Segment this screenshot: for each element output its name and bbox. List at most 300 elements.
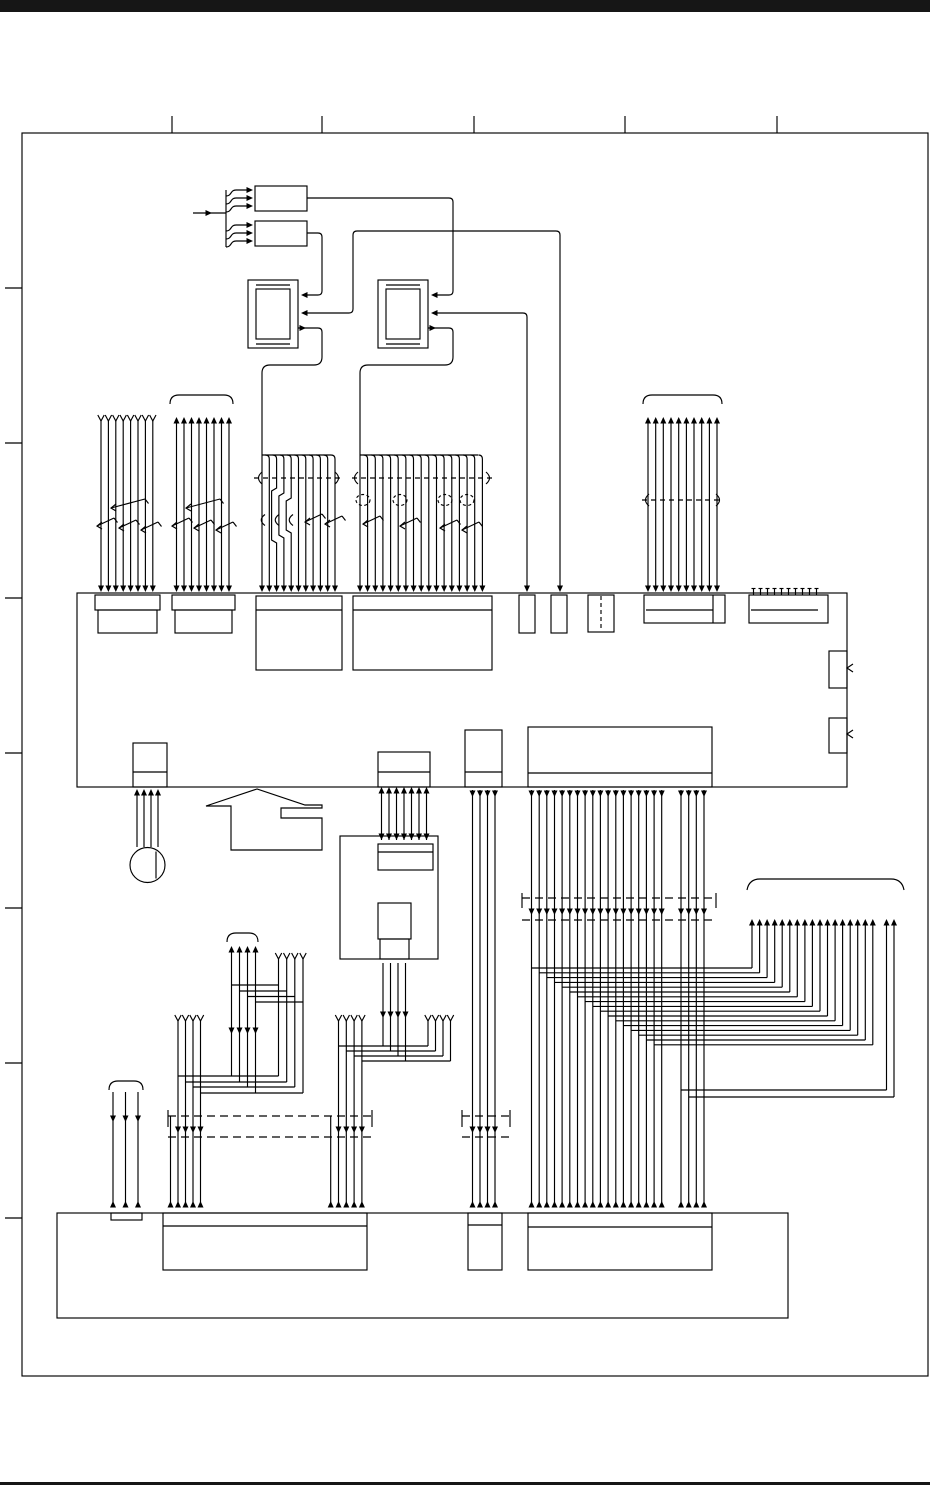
bracket-far-left	[109, 1081, 143, 1090]
arrowhead	[643, 1201, 649, 1208]
arrowhead	[597, 791, 603, 798]
arrowhead	[552, 1201, 558, 1208]
arrowhead	[198, 1201, 204, 1208]
arrowhead	[219, 417, 225, 424]
arrowhead	[204, 417, 210, 424]
arrowhead	[135, 1201, 141, 1208]
arrowhead	[424, 834, 430, 841]
arrowhead	[620, 1201, 626, 1208]
arrowhead	[683, 586, 689, 593]
switch-arrow-tip	[216, 526, 221, 533]
connector-4	[353, 596, 492, 670]
arrowhead	[847, 919, 853, 926]
main-board	[77, 593, 847, 787]
arrowhead	[247, 187, 254, 193]
arrowhead	[464, 586, 470, 593]
arrowhead	[247, 230, 254, 236]
arrowhead	[325, 586, 331, 593]
sub-assembly-conn-bottom	[378, 903, 411, 939]
arrowhead	[403, 1012, 409, 1019]
arrowhead	[660, 586, 666, 593]
arrowhead	[653, 586, 659, 593]
arrowhead	[693, 1201, 699, 1208]
arrowhead	[219, 586, 225, 593]
switch-symbol	[141, 522, 158, 530]
arrowhead	[628, 791, 634, 798]
arrowhead	[686, 909, 692, 916]
arrowhead	[636, 909, 642, 916]
arrowhead	[403, 586, 409, 593]
switch-symbol	[172, 518, 189, 526]
arrowhead	[300, 325, 307, 331]
arrowhead	[645, 586, 651, 593]
arrowhead	[676, 417, 682, 424]
arrowhead	[832, 919, 838, 926]
arrowhead	[274, 586, 280, 593]
arrowhead	[351, 1127, 357, 1134]
arrowhead	[575, 791, 581, 798]
off-page-arrow	[206, 789, 322, 850]
input-hook	[226, 198, 248, 204]
input-hook	[226, 206, 248, 212]
harness-wire	[471, 455, 475, 586]
arrowhead	[206, 210, 213, 216]
arrowhead	[229, 1028, 235, 1035]
switch-arrow-tip	[462, 526, 467, 533]
arrowhead	[605, 791, 611, 798]
arrowhead	[135, 1116, 141, 1123]
board-edge-box-2	[829, 718, 847, 753]
arrowhead	[749, 919, 755, 926]
arrowhead	[605, 1201, 611, 1208]
arrowhead	[128, 586, 134, 593]
arrowhead	[434, 586, 440, 593]
arrowhead	[416, 834, 422, 841]
arrowhead	[430, 325, 437, 331]
wire-fork-tip	[275, 953, 281, 959]
arrowhead	[809, 919, 815, 926]
arrowhead	[613, 909, 619, 916]
arrowhead	[123, 1116, 129, 1123]
bracket-right-bundle	[747, 879, 904, 890]
arrowhead	[380, 586, 386, 593]
switch-symbol	[97, 518, 114, 526]
arrowhead	[567, 909, 573, 916]
arrowhead	[524, 586, 530, 593]
arrowhead	[536, 1201, 542, 1208]
arrowhead	[247, 238, 254, 244]
bottom-small-strip	[111, 1213, 142, 1220]
arrowhead	[253, 946, 259, 953]
harness-wire	[265, 455, 269, 586]
fan-motor	[130, 848, 165, 883]
arrowhead	[424, 787, 430, 794]
sub-assembly-outer	[340, 836, 438, 959]
arrowhead	[388, 1012, 394, 1019]
arrowhead	[247, 195, 254, 201]
arrowhead	[590, 909, 596, 916]
small-connector-b	[551, 595, 567, 633]
connector-1-body	[98, 610, 157, 633]
arrowhead	[620, 909, 626, 916]
wire-fork-tip	[343, 1015, 349, 1021]
arrowhead	[590, 1201, 596, 1208]
arrowhead	[365, 586, 371, 593]
arrowhead	[485, 1127, 491, 1134]
arrowhead	[105, 586, 111, 593]
arrowhead	[529, 791, 535, 798]
arrowhead	[659, 909, 665, 916]
arrowhead	[135, 586, 141, 593]
arrowhead	[259, 586, 265, 593]
arrowhead	[855, 919, 861, 926]
arrowhead	[645, 417, 651, 424]
arrowhead	[477, 1201, 483, 1208]
arrowhead	[148, 789, 154, 796]
arrowhead	[211, 586, 217, 593]
arrowhead	[204, 586, 210, 593]
arrowhead	[668, 586, 674, 593]
connector-3	[256, 596, 342, 670]
arrowhead	[426, 586, 432, 593]
harness-wire	[394, 455, 398, 586]
harness-wire	[440, 455, 444, 586]
arrowhead	[817, 919, 823, 926]
arrowhead	[772, 919, 778, 926]
switch-symbol	[400, 518, 417, 526]
arrowhead	[395, 1012, 401, 1019]
arrowhead	[198, 1127, 204, 1134]
arrowhead	[676, 586, 682, 593]
arrowhead	[211, 417, 217, 424]
arrowhead	[582, 1201, 588, 1208]
arrowhead	[613, 1201, 619, 1208]
wire-fork-tip	[150, 415, 156, 421]
arrowhead	[559, 1201, 565, 1208]
wire-fork-tip	[135, 415, 141, 421]
arrowhead	[492, 1201, 498, 1208]
arrowhead	[310, 586, 316, 593]
arrowhead	[336, 1127, 342, 1134]
arrowhead	[359, 1127, 365, 1134]
arrowhead	[701, 791, 707, 798]
arrowhead	[668, 417, 674, 424]
mid-connector	[378, 752, 430, 787]
arrowhead	[155, 789, 161, 796]
bracket-bundle-2	[170, 395, 233, 404]
arrowhead	[628, 1201, 634, 1208]
switch-tail	[417, 518, 421, 523]
arrowhead	[862, 919, 868, 926]
arrowhead	[590, 791, 596, 798]
board-edge-box-1	[829, 651, 847, 688]
arrowhead	[660, 417, 666, 424]
arrowhead	[678, 791, 684, 798]
wire-fork-tip	[113, 415, 119, 421]
arrowhead	[123, 1201, 129, 1208]
wire-fork-tip	[284, 953, 290, 959]
connector-1-strip	[95, 595, 160, 610]
arrowhead	[394, 834, 400, 841]
arrowhead	[699, 586, 705, 593]
arrowhead	[552, 909, 558, 916]
arrowhead	[150, 586, 156, 593]
arrowhead	[247, 203, 254, 209]
arrowhead	[529, 909, 535, 916]
wire-fork-tip	[447, 1015, 453, 1021]
wire-fork-tip	[182, 1015, 188, 1021]
wire-fork-tip	[120, 415, 126, 421]
page-footer-rule	[0, 1482, 930, 1485]
route-tube-right-pin3	[360, 328, 453, 455]
edge-arrow-left	[847, 730, 853, 738]
arrowhead	[613, 791, 619, 798]
arrowhead	[301, 292, 308, 298]
arrowhead	[651, 1201, 657, 1208]
arrowhead	[659, 791, 665, 798]
arrowhead	[870, 919, 876, 926]
edge-arrow-left	[847, 664, 853, 672]
wire-fork-tip	[432, 1015, 438, 1021]
wire-fork-tip	[190, 1015, 196, 1021]
arrowhead	[536, 909, 542, 916]
arrowhead	[386, 787, 392, 794]
arrowhead	[229, 946, 235, 953]
arrowhead	[226, 586, 232, 593]
arrowhead	[120, 586, 126, 593]
wire-fork-tip	[300, 953, 306, 959]
arrowhead	[351, 1201, 357, 1208]
arrowhead	[237, 946, 243, 953]
arrowhead	[651, 909, 657, 916]
tube-left-inner	[256, 289, 290, 339]
arrowhead	[379, 834, 385, 841]
arrowhead	[691, 586, 697, 593]
wire-fork-tip	[440, 1015, 446, 1021]
connector-2-strip	[172, 595, 235, 610]
wide-connector	[528, 727, 712, 787]
arrowhead	[266, 586, 272, 593]
arrowhead	[628, 909, 634, 916]
arrowhead	[281, 586, 287, 593]
arrowhead	[288, 586, 294, 593]
fan-connector	[133, 743, 167, 787]
arrowhead	[174, 417, 180, 424]
switch-tail	[342, 516, 346, 521]
arrowhead	[884, 919, 890, 926]
arrowhead	[245, 946, 251, 953]
arrowhead	[110, 1116, 116, 1123]
switch-arrow-tip	[194, 524, 199, 531]
switch-tail	[322, 514, 326, 519]
arrowhead	[449, 586, 455, 593]
arrowhead	[110, 1201, 116, 1208]
arrowhead	[683, 417, 689, 424]
arrowhead	[567, 791, 573, 798]
arrowhead	[388, 586, 394, 593]
arrowhead	[245, 1028, 251, 1035]
contact-semicircle	[289, 515, 293, 526]
arrowhead	[190, 1127, 196, 1134]
arrowhead	[492, 1127, 498, 1134]
arrowhead	[651, 791, 657, 798]
harness-wire	[425, 455, 429, 586]
arrowhead	[470, 791, 476, 798]
arrowhead	[411, 586, 417, 593]
arrowhead	[659, 1201, 665, 1208]
harness-wire	[433, 455, 437, 586]
arrowhead	[401, 787, 407, 794]
arrowhead	[175, 1127, 181, 1134]
input-hook	[226, 233, 248, 239]
harness-wire	[463, 455, 467, 586]
wire-fork-tip	[292, 953, 298, 959]
arrowhead	[98, 586, 104, 593]
arrowhead	[253, 1028, 259, 1035]
switch-symbol	[440, 520, 457, 528]
arrowhead	[559, 909, 565, 916]
wire-fork-tip	[175, 1015, 181, 1021]
harness-wire	[286, 455, 291, 586]
harness-wire	[279, 455, 284, 586]
harness-wire	[402, 455, 406, 586]
small-connector-a	[519, 595, 535, 633]
arrowhead	[699, 417, 705, 424]
arrowhead	[840, 919, 846, 926]
arrowhead	[196, 417, 202, 424]
arrowhead	[470, 1127, 476, 1134]
input-hook	[226, 225, 248, 231]
arrowhead	[552, 791, 558, 798]
page-frame	[22, 133, 928, 1376]
switch-tail	[233, 522, 237, 527]
arrowhead	[636, 791, 642, 798]
arrowhead	[303, 586, 309, 593]
route-tube-left-pin3	[262, 328, 322, 455]
arrowhead	[409, 834, 415, 841]
arrowhead	[691, 417, 697, 424]
sub-assembly-conn-stem	[380, 939, 409, 959]
arrowhead	[643, 909, 649, 916]
switch-symbol	[363, 516, 380, 524]
arrowhead	[787, 919, 793, 926]
arrowhead	[529, 1201, 535, 1208]
bottom-connector-c	[528, 1213, 712, 1270]
arrowhead	[757, 919, 763, 926]
arrowhead	[693, 909, 699, 916]
arrowhead	[395, 586, 401, 593]
arrowhead	[620, 791, 626, 798]
arrowhead	[802, 919, 808, 926]
input-box-a	[255, 186, 307, 211]
arrowhead	[575, 1201, 581, 1208]
arrowhead	[653, 417, 659, 424]
arrowhead	[357, 586, 363, 593]
arrowhead	[470, 1201, 476, 1208]
arrowhead	[301, 310, 308, 316]
arrowhead	[431, 310, 438, 316]
arrowhead	[582, 791, 588, 798]
switch-symbol	[194, 520, 211, 528]
wire-fork-tip	[127, 415, 133, 421]
arrowhead	[643, 791, 649, 798]
route-tube-right-pin2	[436, 313, 527, 586]
tall-connector	[465, 730, 502, 787]
arrowhead	[485, 791, 491, 798]
harness-wire	[324, 455, 328, 586]
harness-wire	[309, 455, 313, 586]
tube-right-inner	[386, 289, 420, 339]
sub-assembly-conn-top	[378, 844, 433, 870]
arrowhead	[597, 909, 603, 916]
harness-wire	[448, 455, 452, 586]
arrowhead	[714, 586, 720, 593]
harness-wire	[371, 455, 375, 586]
arrowhead	[441, 586, 447, 593]
arrowhead	[343, 1127, 349, 1134]
arrowhead	[701, 1201, 707, 1208]
arrowhead	[472, 586, 478, 593]
harness-wire	[379, 455, 383, 586]
arrowhead	[175, 1201, 181, 1208]
arrowhead	[190, 1201, 196, 1208]
input-box-b	[255, 221, 307, 246]
bracket-bundle-5	[643, 395, 722, 404]
arrowhead	[134, 789, 140, 796]
arrowhead	[247, 222, 254, 228]
arrowhead	[141, 789, 147, 796]
ferrite-symbol	[393, 495, 407, 506]
arrowhead	[567, 1201, 573, 1208]
arrowhead	[237, 1028, 243, 1035]
arrowhead	[386, 834, 392, 841]
switch-symbol	[462, 522, 479, 530]
arrowhead	[336, 1201, 342, 1208]
arrowhead	[575, 909, 581, 916]
arrowhead	[343, 1201, 349, 1208]
ferrite-symbol	[438, 495, 452, 506]
arrowhead	[825, 919, 831, 926]
wire-fork-tip	[197, 1015, 203, 1021]
arrowhead	[189, 586, 195, 593]
harness-wire	[316, 455, 320, 586]
switch-symbol	[216, 522, 233, 530]
arrowhead	[582, 909, 588, 916]
wire-fork-tip	[105, 415, 111, 421]
arrowhead	[183, 1201, 189, 1208]
arrowhead	[557, 586, 563, 593]
arrowhead	[477, 791, 483, 798]
arrowhead	[181, 586, 187, 593]
bottom-connector-b	[468, 1213, 502, 1270]
arrowhead	[372, 586, 378, 593]
arrowhead	[686, 791, 692, 798]
arrowhead	[379, 787, 385, 794]
arrowhead	[701, 909, 707, 916]
harness-wire	[295, 455, 299, 586]
arrowhead	[456, 586, 462, 593]
arrowhead	[479, 586, 485, 593]
arrowhead	[431, 292, 438, 298]
route-tube-left-pin2	[306, 231, 560, 586]
arrowhead	[418, 586, 424, 593]
arrowhead	[678, 909, 684, 916]
arrowhead	[492, 791, 498, 798]
bottom-connector-a	[163, 1213, 367, 1270]
arrowhead	[544, 909, 550, 916]
arrowhead	[693, 791, 699, 798]
wire-fork-tip	[335, 1015, 341, 1021]
